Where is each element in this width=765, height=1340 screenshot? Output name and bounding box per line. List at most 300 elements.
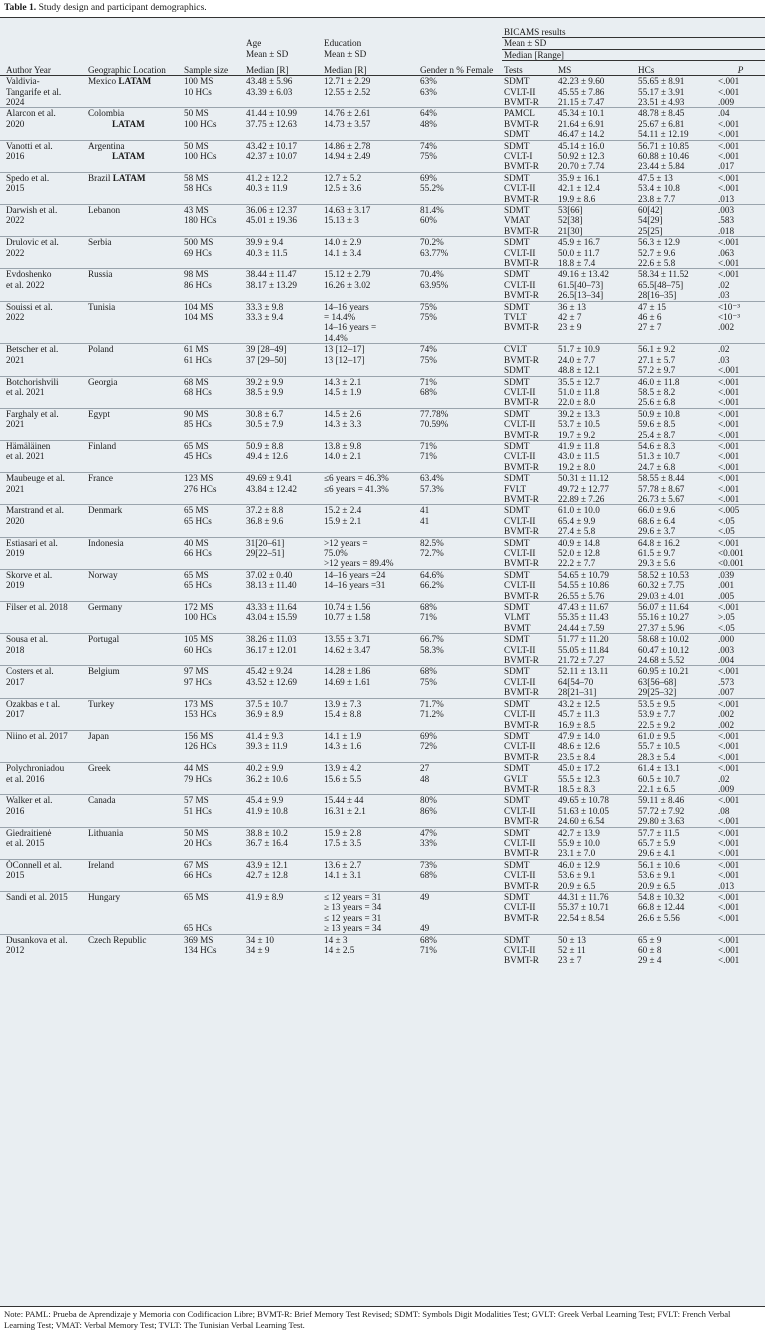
header-p: P — [716, 65, 765, 76]
education-cell-line: ≤6 years = 46.3% — [324, 473, 389, 484]
gender-cell-line: 82.5% — [420, 537, 444, 548]
header-hcs: HCs — [636, 65, 716, 76]
tests-cell — [502, 344, 556, 376]
p-value-cell-line: >.05 — [718, 612, 735, 623]
sample-size-cell — [182, 634, 244, 666]
author-cell-line: et al. 2016 — [6, 773, 45, 784]
hcs-cell-line: 60[42] — [638, 205, 663, 215]
tests-cell-line: CVLT-II — [504, 644, 536, 655]
hcs-cell — [636, 666, 716, 698]
tests-cell-line: SDMT — [504, 172, 530, 183]
author-cell-line: 2022 — [6, 247, 25, 258]
header-edu-median: Median [R] — [322, 65, 418, 76]
tests-cell — [502, 934, 556, 966]
tests-cell — [502, 205, 556, 237]
header-bicams-mean: Mean ± SD — [502, 38, 765, 49]
p-value-cell-line: <.05 — [718, 515, 735, 526]
hcs-cell-line: 24.68 ± 5.52 — [638, 655, 685, 666]
p-value-cell-line: <.001 — [718, 945, 740, 956]
sample-size-cell — [182, 205, 244, 237]
tests-cell-line: SDMT — [504, 634, 530, 645]
ms-cell-line: 48.6 ± 12.6 — [558, 741, 600, 752]
ms-cell-line: 21.72 ± 7.27 — [558, 655, 605, 666]
table-row — [0, 408, 765, 440]
hcs-cell — [636, 108, 716, 140]
ms-cell-line: 50.0 ± 11.7 — [558, 247, 600, 258]
gender-cell-line: 68% — [420, 602, 437, 613]
ms-cell — [556, 537, 636, 569]
tests-cell-line: SDMT — [504, 537, 530, 548]
sample-size-cell-line: 156 MS — [184, 730, 214, 741]
ms-cell — [556, 569, 636, 601]
age-cell — [244, 602, 322, 634]
geo-cell — [86, 698, 182, 730]
ms-cell-line: 42.7 ± 13.9 — [558, 827, 600, 838]
p-value-cell-line: .013 — [718, 193, 735, 204]
sample-size-cell — [182, 172, 244, 204]
p-value-cell-line: .018 — [718, 225, 735, 236]
hcs-cell — [636, 440, 716, 472]
gender-cell-line: 86% — [420, 805, 437, 816]
geo-cell-line: Japan — [88, 730, 109, 741]
age-cell-line: 33.3 ± 9.8 — [246, 301, 284, 312]
gender-cell — [418, 892, 502, 935]
education-cell — [322, 859, 418, 891]
tests-cell-line: SDMT — [504, 269, 530, 280]
age-cell — [244, 730, 322, 762]
geo-cell — [86, 237, 182, 269]
geo-cell — [86, 730, 182, 762]
sample-size-cell-line: 100 HCs — [184, 612, 217, 623]
tests-cell-line: VMAT — [504, 215, 531, 226]
author-cell-line: 2019 — [6, 548, 25, 558]
sample-size-cell — [182, 569, 244, 601]
geo-cell — [86, 301, 182, 344]
ms-cell — [556, 205, 636, 237]
ms-cell-line: 28[21–31] — [558, 687, 597, 698]
p-value-cell — [716, 140, 765, 172]
tests-cell — [502, 763, 556, 795]
p-value-cell-line: .013 — [718, 880, 735, 891]
age-cell-line: 49.69 ± 9.41 — [246, 473, 293, 484]
geo-cell — [86, 795, 182, 827]
ms-cell — [556, 892, 636, 935]
age-cell-line: 37 [29–50] — [246, 354, 287, 365]
p-value-cell-line: <.001 — [718, 698, 740, 709]
education-cell-line: 16.31 ± 2.1 — [324, 805, 366, 816]
tests-cell — [502, 376, 556, 408]
education-cell-line: ≤ 12 years = 31 — [324, 892, 382, 902]
p-value-cell-line: <.001 — [718, 848, 740, 859]
hcs-cell-line: 26.73 ± 5.67 — [638, 493, 685, 504]
sample-size-cell-line: 58 HCs — [184, 183, 212, 194]
author-cell-line: et al. 2022 — [6, 279, 45, 290]
hcs-cell-line: 28.3 ± 5.4 — [638, 751, 676, 762]
p-value-cell-line: <.001 — [718, 751, 740, 762]
table-row — [0, 602, 765, 634]
hcs-cell — [636, 763, 716, 795]
gender-cell-line: 73% — [420, 859, 437, 870]
latam-label: LATAM — [118, 76, 152, 87]
gender-cell — [418, 795, 502, 827]
p-value-cell-line: <0.001 — [718, 558, 744, 569]
age-cell-line: 30.5 ± 7.9 — [246, 419, 284, 430]
gender-cell — [418, 237, 502, 269]
author-cell-line: 2015 — [6, 870, 25, 881]
hcs-cell — [636, 730, 716, 762]
gender-cell-line: 71% — [420, 945, 437, 956]
tests-cell — [502, 172, 556, 204]
sample-size-cell — [182, 440, 244, 472]
tests-cell-line: SDMT — [504, 730, 530, 741]
p-value-cell-line: <.001 — [718, 140, 740, 151]
tests-cell — [502, 237, 556, 269]
author-cell-line: 2018 — [6, 644, 25, 655]
education-cell-line: 12.55 ± 2.52 — [324, 86, 371, 97]
table-caption — [4, 2, 207, 13]
p-value-cell-line: <.001 — [718, 429, 740, 440]
education-cell-line: ≥ 13 years = 34 — [324, 923, 382, 934]
sample-size-cell-line: 86 HCs — [184, 279, 212, 290]
tests-cell-line: BVMT-R — [504, 655, 539, 666]
geo-cell-line: Lithuania — [88, 827, 124, 838]
author-cell-line: 2016 — [6, 150, 25, 161]
hcs-cell — [636, 172, 716, 204]
ms-cell-line: 23 ± 9 — [558, 322, 582, 333]
hcs-cell — [636, 408, 716, 440]
geo-cell-line — [88, 151, 180, 161]
author-cell — [0, 934, 86, 966]
table — [0, 18, 765, 966]
ms-cell-line: 55.5 ± 12.3 — [558, 773, 600, 784]
gender-cell — [418, 344, 502, 376]
gender-cell-line: 69% — [420, 730, 437, 741]
age-cell-line: 43.48 ± 5.96 — [246, 76, 293, 87]
ms-cell-line: 18.5 ± 8.3 — [558, 783, 596, 794]
author-cell — [0, 602, 86, 634]
p-value-cell — [716, 76, 765, 108]
author-cell — [0, 440, 86, 472]
sample-size-cell-line: 134 HCs — [184, 945, 217, 956]
p-value-cell-line: <.001 — [718, 440, 740, 451]
p-value-cell-line: <.001 — [718, 129, 740, 140]
age-cell-line: 43.52 ± 12.69 — [246, 676, 297, 687]
tests-cell — [502, 666, 556, 698]
hcs-cell-line: 23.8 ± 7.7 — [638, 193, 676, 204]
gender-cell-line: 70.2% — [420, 237, 444, 248]
hcs-cell-line: 29[25–32] — [638, 687, 677, 698]
sample-size-cell-line: 126 HCs — [184, 741, 217, 752]
ms-cell-line: 54.55 ± 10.86 — [558, 580, 609, 591]
header-author: Author Year — [0, 65, 86, 76]
author-cell — [0, 892, 86, 935]
p-value-cell — [716, 666, 765, 698]
p-value-cell-line: <.001 — [718, 934, 740, 945]
ms-cell-line: 16.9 ± 8.5 — [558, 719, 596, 730]
gender-cell-line: 70.59% — [420, 419, 449, 430]
p-value-cell-line: <.001 — [718, 902, 740, 913]
ms-cell-line: 26.55 ± 5.76 — [558, 590, 605, 601]
p-value-cell-line: .02 — [718, 279, 730, 290]
p-value-cell-line: .02 — [718, 344, 730, 355]
tests-cell — [502, 602, 556, 634]
author-cell-line: 2021 — [6, 419, 25, 430]
sample-size-cell-line: 90 MS — [184, 408, 209, 419]
education-cell-line: = 14.4% — [324, 312, 356, 323]
age-cell-line: 43.84 ± 12.42 — [246, 483, 297, 494]
age-cell-line: 41.2 ± 12.2 — [246, 172, 288, 183]
education-cell-line: 14.63 ± 3.17 — [324, 205, 371, 215]
gender-cell-line: 75% — [420, 150, 437, 161]
author-cell-line: Betscher et al. — [6, 344, 59, 355]
p-value-cell — [716, 569, 765, 601]
tests-cell — [502, 140, 556, 172]
education-cell-line: 15.4 ± 8.8 — [324, 709, 362, 720]
geo-cell-line: Norway — [88, 569, 118, 580]
hcs-cell — [636, 634, 716, 666]
p-value-cell-line: .003 — [718, 205, 735, 215]
gender-cell-line: 63.4% — [420, 473, 444, 484]
sample-size-cell — [182, 505, 244, 537]
hcs-cell-line: 29.3 ± 5.6 — [638, 558, 676, 569]
tests-cell — [502, 827, 556, 859]
latam-label: LATAM — [112, 118, 145, 129]
sample-size-cell-line: 10 HCs — [184, 86, 212, 97]
p-value-cell-line: .03 — [718, 354, 730, 365]
ms-cell-line: 45.14 ± 16.0 — [558, 140, 605, 151]
tests-cell-line: BVMT-R — [504, 258, 539, 269]
age-cell — [244, 376, 322, 408]
tests-cell-line: CVLT-II — [504, 741, 536, 752]
age-cell — [244, 140, 322, 172]
ms-cell-line: 45.7 ± 11.3 — [558, 709, 600, 720]
age-cell — [244, 505, 322, 537]
author-cell-line: Giedraitienė — [6, 827, 52, 838]
ms-cell-line: 52.11 ± 13.11 — [558, 666, 609, 677]
age-cell-line: 40.3 ± 11.9 — [246, 183, 288, 194]
p-value-cell — [716, 602, 765, 634]
gender-cell — [418, 859, 502, 891]
hcs-cell — [636, 376, 716, 408]
p-value-cell-line: .063 — [718, 247, 735, 258]
geo-cell — [86, 344, 182, 376]
ms-cell-line: 19.9 ± 8.6 — [558, 193, 596, 204]
age-cell-line: 39.3 ± 11.9 — [246, 741, 288, 752]
tests-cell-line: BVMT-R — [504, 161, 539, 172]
geo-cell-line: Czech Republic — [88, 934, 147, 945]
p-value-cell-line: .017 — [718, 161, 735, 172]
education-cell-line: 14.4% — [324, 332, 348, 343]
gender-cell — [418, 634, 502, 666]
table-row — [0, 205, 765, 237]
sample-size-cell-line: 173 MS — [184, 698, 214, 709]
hcs-cell-line: 57.2 ± 9.7 — [638, 365, 676, 376]
author-cell — [0, 205, 86, 237]
author-cell-line: 2017 — [6, 676, 25, 687]
p-value-cell-line: <.001 — [718, 172, 740, 183]
age-cell-line: 45.4 ± 9.9 — [246, 795, 284, 806]
ms-cell-line: 46.0 ± 12.9 — [558, 859, 600, 870]
ms-cell-line: 44.31 ± 11.76 — [558, 892, 609, 902]
author-cell — [0, 269, 86, 301]
education-cell — [322, 730, 418, 762]
hcs-cell-line: 55.7 ± 10.5 — [638, 741, 680, 752]
ms-cell — [556, 934, 636, 966]
hcs-cell-line: 48.78 ± 8.45 — [638, 108, 685, 119]
gender-cell-line: 66.7% — [420, 634, 444, 645]
hcs-cell-line: 51.3 ± 10.7 — [638, 451, 680, 462]
tests-cell-line: SDMT — [504, 301, 530, 312]
education-cell-line: 14.3 ± 2.1 — [324, 376, 362, 387]
table-row — [0, 237, 765, 269]
tests-cell-line: FVLT — [504, 483, 527, 494]
ms-cell-line: 42 ± 7 — [558, 312, 582, 323]
sample-size-cell-line: 105 MS — [184, 634, 214, 645]
p-value-cell-line: <.001 — [718, 237, 740, 248]
p-value-cell-line: .007 — [718, 687, 735, 698]
sample-size-cell — [182, 301, 244, 344]
ms-cell-line: 22.2 ± 7.7 — [558, 558, 596, 569]
education-cell-line: 14 ± 3 — [324, 934, 348, 945]
hcs-cell-line: 55.65 ± 8.91 — [638, 76, 685, 87]
tests-cell-line: BVMT-R — [504, 848, 539, 859]
ms-cell-line: 55.35 ± 11.43 — [558, 612, 609, 623]
hcs-cell-line: 60.95 ± 10.21 — [638, 666, 689, 677]
gender-cell-line: 33% — [420, 837, 437, 848]
tests-cell-line: CVLT-II — [504, 676, 536, 687]
gender-cell-line: 49 — [420, 923, 430, 934]
table-row — [0, 505, 765, 537]
tests-cell-line: BVMT-R — [504, 397, 539, 408]
geo-cell — [86, 602, 182, 634]
sample-size-cell-line — [184, 902, 242, 912]
age-cell — [244, 666, 322, 698]
author-cell — [0, 537, 86, 569]
tests-cell — [502, 634, 556, 666]
ms-cell-line: 61.0 ± 10.0 — [558, 505, 600, 516]
sample-size-cell-line: 123 MS — [184, 473, 214, 484]
geo-cell — [86, 634, 182, 666]
gender-cell-line — [420, 913, 500, 923]
education-cell-line: 13.9 ± 7.3 — [324, 698, 362, 709]
p-value-cell-line: <.005 — [718, 505, 740, 516]
p-value-cell-line: <.001 — [718, 537, 740, 548]
hcs-cell-line: 64.8 ± 16.2 — [638, 537, 680, 548]
education-cell-line: 14–16 years =24 — [324, 569, 386, 580]
author-cell-line: Polychroniadou — [6, 763, 65, 774]
table-title: Study design and participant demographics. — [38, 2, 207, 13]
hcs-cell — [636, 301, 716, 344]
p-value-cell-line: <.001 — [718, 730, 740, 741]
hcs-cell — [636, 344, 716, 376]
hcs-cell-line: 53.4 ± 10.8 — [638, 183, 680, 194]
education-cell-line: 14.3 ± 1.6 — [324, 741, 362, 752]
tests-cell-line: BVMT-R — [504, 429, 539, 440]
p-value-cell-line: <.001 — [718, 365, 740, 376]
p-value-cell-line: .583 — [718, 215, 735, 226]
p-value-cell — [716, 934, 765, 966]
gender-cell-line: 74% — [420, 344, 437, 355]
geo-cell-line: Tunisia — [88, 301, 116, 312]
age-cell — [244, 269, 322, 301]
gender-cell-line — [420, 902, 500, 912]
gender-cell — [418, 763, 502, 795]
author-cell-line: Marstrand et al. — [6, 505, 64, 516]
geo-cell — [86, 505, 182, 537]
tests-cell-line: SDMT — [504, 408, 530, 419]
author-cell — [0, 859, 86, 891]
sample-size-cell — [182, 537, 244, 569]
ms-cell-line: 41.9 ± 11.8 — [558, 440, 600, 451]
sample-size-cell-line: 60 HCs — [184, 644, 212, 655]
sample-size-cell-line: 97 HCs — [184, 676, 212, 687]
p-value-cell-line: <.001 — [718, 473, 740, 484]
p-value-cell-line: .002 — [718, 709, 735, 720]
sample-size-cell — [182, 795, 244, 827]
table-row — [0, 698, 765, 730]
education-cell-line: ≤ 12 years = 31 — [324, 912, 382, 923]
hcs-cell-line: 65 ± 9 — [638, 934, 662, 945]
gender-cell-line: 63.95% — [420, 279, 449, 290]
ms-cell — [556, 269, 636, 301]
education-cell-line: ≥ 13 years = 34 — [324, 902, 382, 913]
age-cell — [244, 108, 322, 140]
sample-size-cell — [182, 934, 244, 966]
tests-cell — [502, 301, 556, 344]
age-cell — [244, 934, 322, 966]
hcs-cell — [636, 602, 716, 634]
tests-cell-line: BVMT — [504, 622, 531, 633]
hcs-cell-line: 53.6 ± 9.1 — [638, 870, 676, 881]
education-cell-line: 17.5 ± 3.5 — [324, 837, 362, 848]
tests-cell-line: CVLT-II — [504, 279, 536, 290]
ms-cell — [556, 440, 636, 472]
tests-cell-line: CVLT-II — [504, 902, 536, 913]
hcs-cell-line: 58.34 ± 11.52 — [638, 269, 689, 280]
p-value-cell-line: .005 — [718, 590, 735, 601]
ms-cell-line: 21.15 ± 7.47 — [558, 96, 605, 107]
education-cell — [322, 440, 418, 472]
gender-cell — [418, 473, 502, 505]
age-cell-line: 38.44 ± 11.47 — [246, 269, 297, 280]
p-value-cell-line: <0.001 — [718, 548, 744, 558]
sample-size-cell-line: 67 MS — [184, 859, 209, 870]
author-cell-line: et al. 2021 — [6, 451, 45, 462]
age-cell-line: 31[20–61] — [246, 537, 285, 548]
hcs-cell-line: 63[56–68] — [638, 676, 677, 687]
hcs-cell — [636, 269, 716, 301]
table-row — [0, 440, 765, 472]
p-value-cell-line: <10⁻³ — [718, 301, 740, 312]
author-cell-line: Alarcon et al. — [6, 108, 56, 119]
age-cell — [244, 859, 322, 891]
tests-cell — [502, 730, 556, 762]
author-cell-line: 2017 — [6, 709, 25, 720]
sample-size-cell-line: 61 HCs — [184, 354, 212, 365]
age-cell-line: 41.4 ± 9.3 — [246, 730, 284, 741]
tests-cell — [502, 76, 556, 108]
p-value-cell — [716, 698, 765, 730]
gender-cell-line: 49 — [420, 892, 430, 902]
tests-cell-line: SDMT — [504, 795, 530, 806]
p-value-cell — [716, 634, 765, 666]
sample-size-cell-line: 50 MS — [184, 827, 209, 838]
geo-cell-line: Argentina — [88, 140, 125, 151]
header-bicams-median: Median [Range] — [502, 49, 765, 60]
table-row — [0, 763, 765, 795]
ms-cell-line: 19.7 ± 9.2 — [558, 429, 596, 440]
ms-cell — [556, 698, 636, 730]
